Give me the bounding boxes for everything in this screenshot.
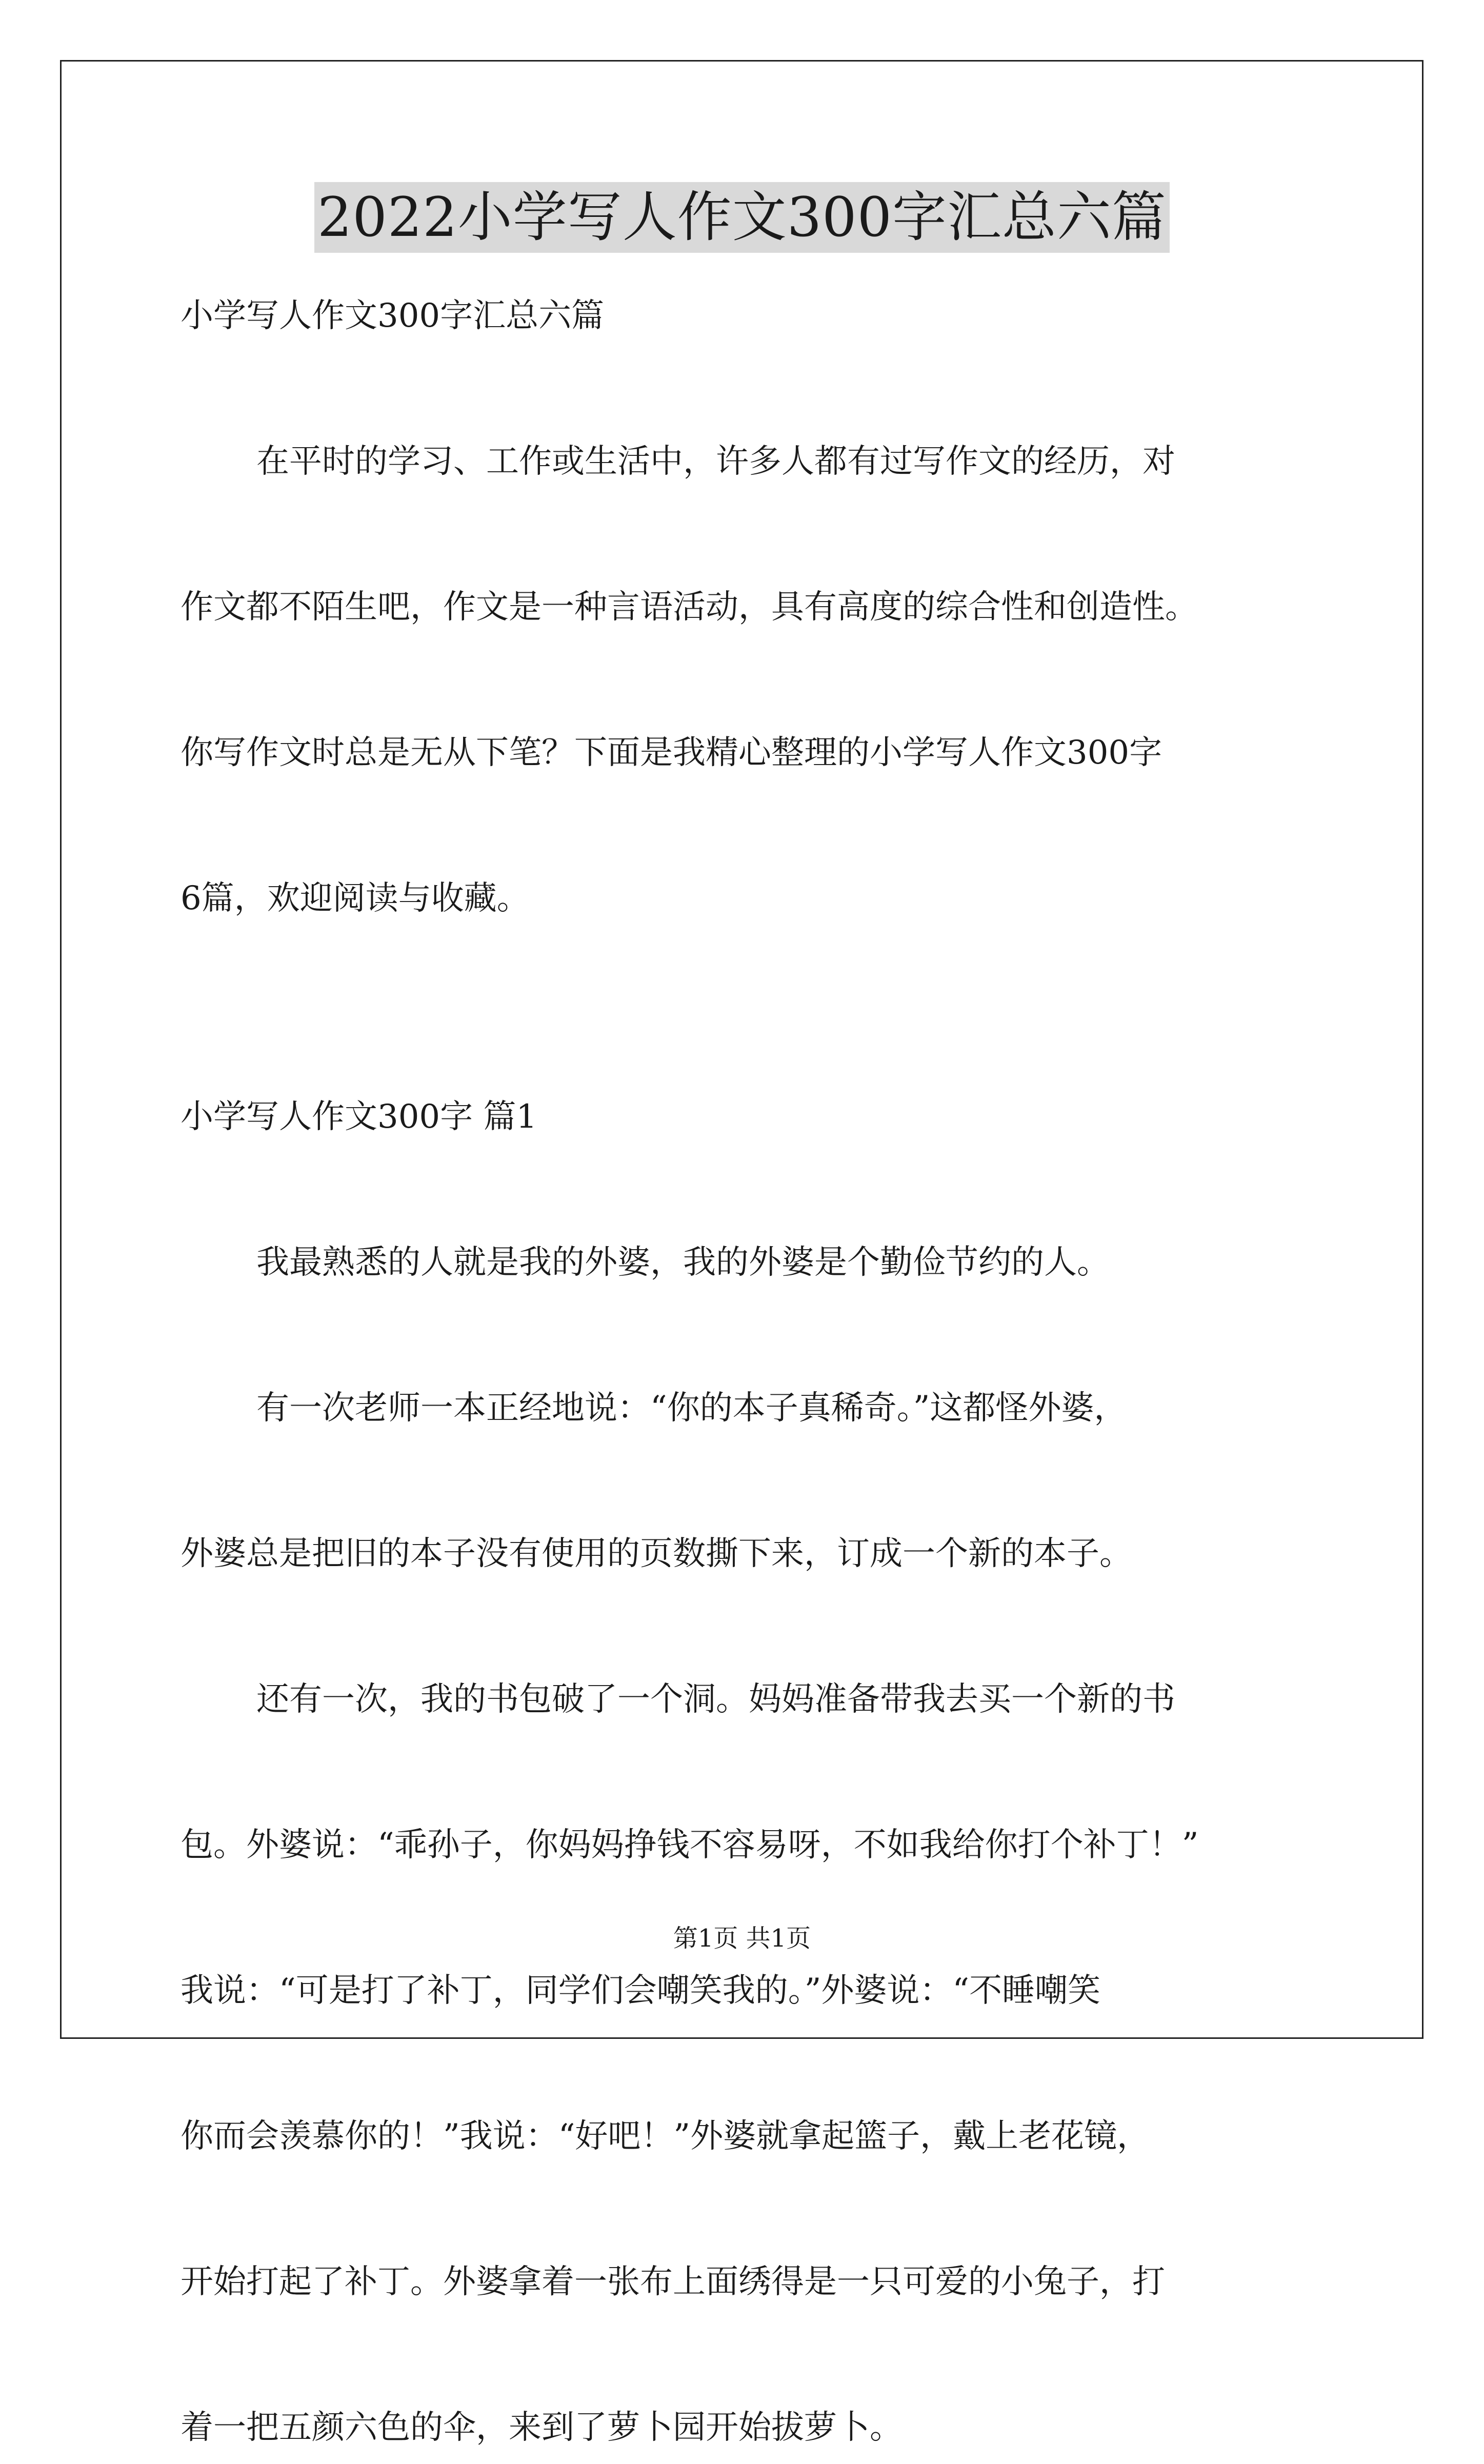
intro-line: 在平时的学习、工作或生活中，许多人都有过写作文的经历，对	[256, 443, 1175, 480]
document-body	[181, 279, 1329, 2464]
section-heading: 小学写人作文300字 篇1	[181, 1098, 537, 1136]
page-number: 第1页 共1页	[673, 1924, 811, 1953]
paragraph-line: 还有一次，我的书包破了一个洞。妈妈准备带我去买一个新的书	[256, 1680, 1175, 1718]
page-footer	[0, 1923, 1484, 1954]
paragraph-line: 我说：“可是打了补丁，同学们会嘲笑我的。”外婆说：“不睡嘲笑	[181, 1972, 1101, 2010]
spacer	[181, 2027, 1329, 2100]
spacer	[181, 789, 1329, 862]
spacer	[181, 498, 1329, 571]
paragraph-line: 有一次老师一本正经地说：“你的本子真稀奇。”这都怪外婆，	[256, 1389, 1127, 1427]
spacer	[181, 1590, 1329, 1663]
paragraph-line: 你而会羡慕你的！”我说：“好吧！”外婆就拿起篮子，戴上老花镜，	[181, 2117, 1150, 2155]
paragraph-line: 我最熟悉的人就是我的外婆，我的外婆是个勤俭节约的人。	[256, 1244, 1110, 1281]
title-container	[0, 182, 1484, 253]
spacer	[181, 935, 1329, 1080]
paragraph-line: 着一把五颜六色的伞，来到了萝卜园开始拔萝卜。	[181, 2409, 903, 2447]
intro-line: 你写作文时总是无从下笔？下面是我精心整理的小学写人作文300字	[181, 734, 1162, 772]
document-title: 2022小学写人作文300字汇总六篇	[314, 182, 1170, 253]
paragraph-line: 外婆总是把旧的本子没有使用的页数撕下来，订成一个新的本子。	[181, 1535, 1132, 1573]
spacer	[181, 2318, 1329, 2391]
paragraph-line: 开始打起了补丁。外婆拿着一张布上面绣得是一只可爱的小兔子，打	[181, 2263, 1165, 2301]
intro-line: 作文都不陌生吧，作文是一种言语活动，具有高度的综合性和创造性。	[181, 588, 1198, 626]
spacer	[181, 1736, 1329, 1809]
spacer	[181, 1153, 1329, 1226]
spacer	[181, 1445, 1329, 1517]
spacer	[181, 352, 1329, 425]
spacer	[181, 2173, 1329, 2246]
subtitle: 小学写人作文300字汇总六篇	[181, 297, 605, 335]
paragraph-line: 包。外婆说：“乖孙子，你妈妈挣钱不容易呀，不如我给你打个补丁！”	[181, 1826, 1199, 1864]
spacer	[181, 644, 1329, 716]
intro-line: 6篇，欢迎阅读与收藏。	[181, 879, 530, 917]
spacer	[181, 1299, 1329, 1372]
